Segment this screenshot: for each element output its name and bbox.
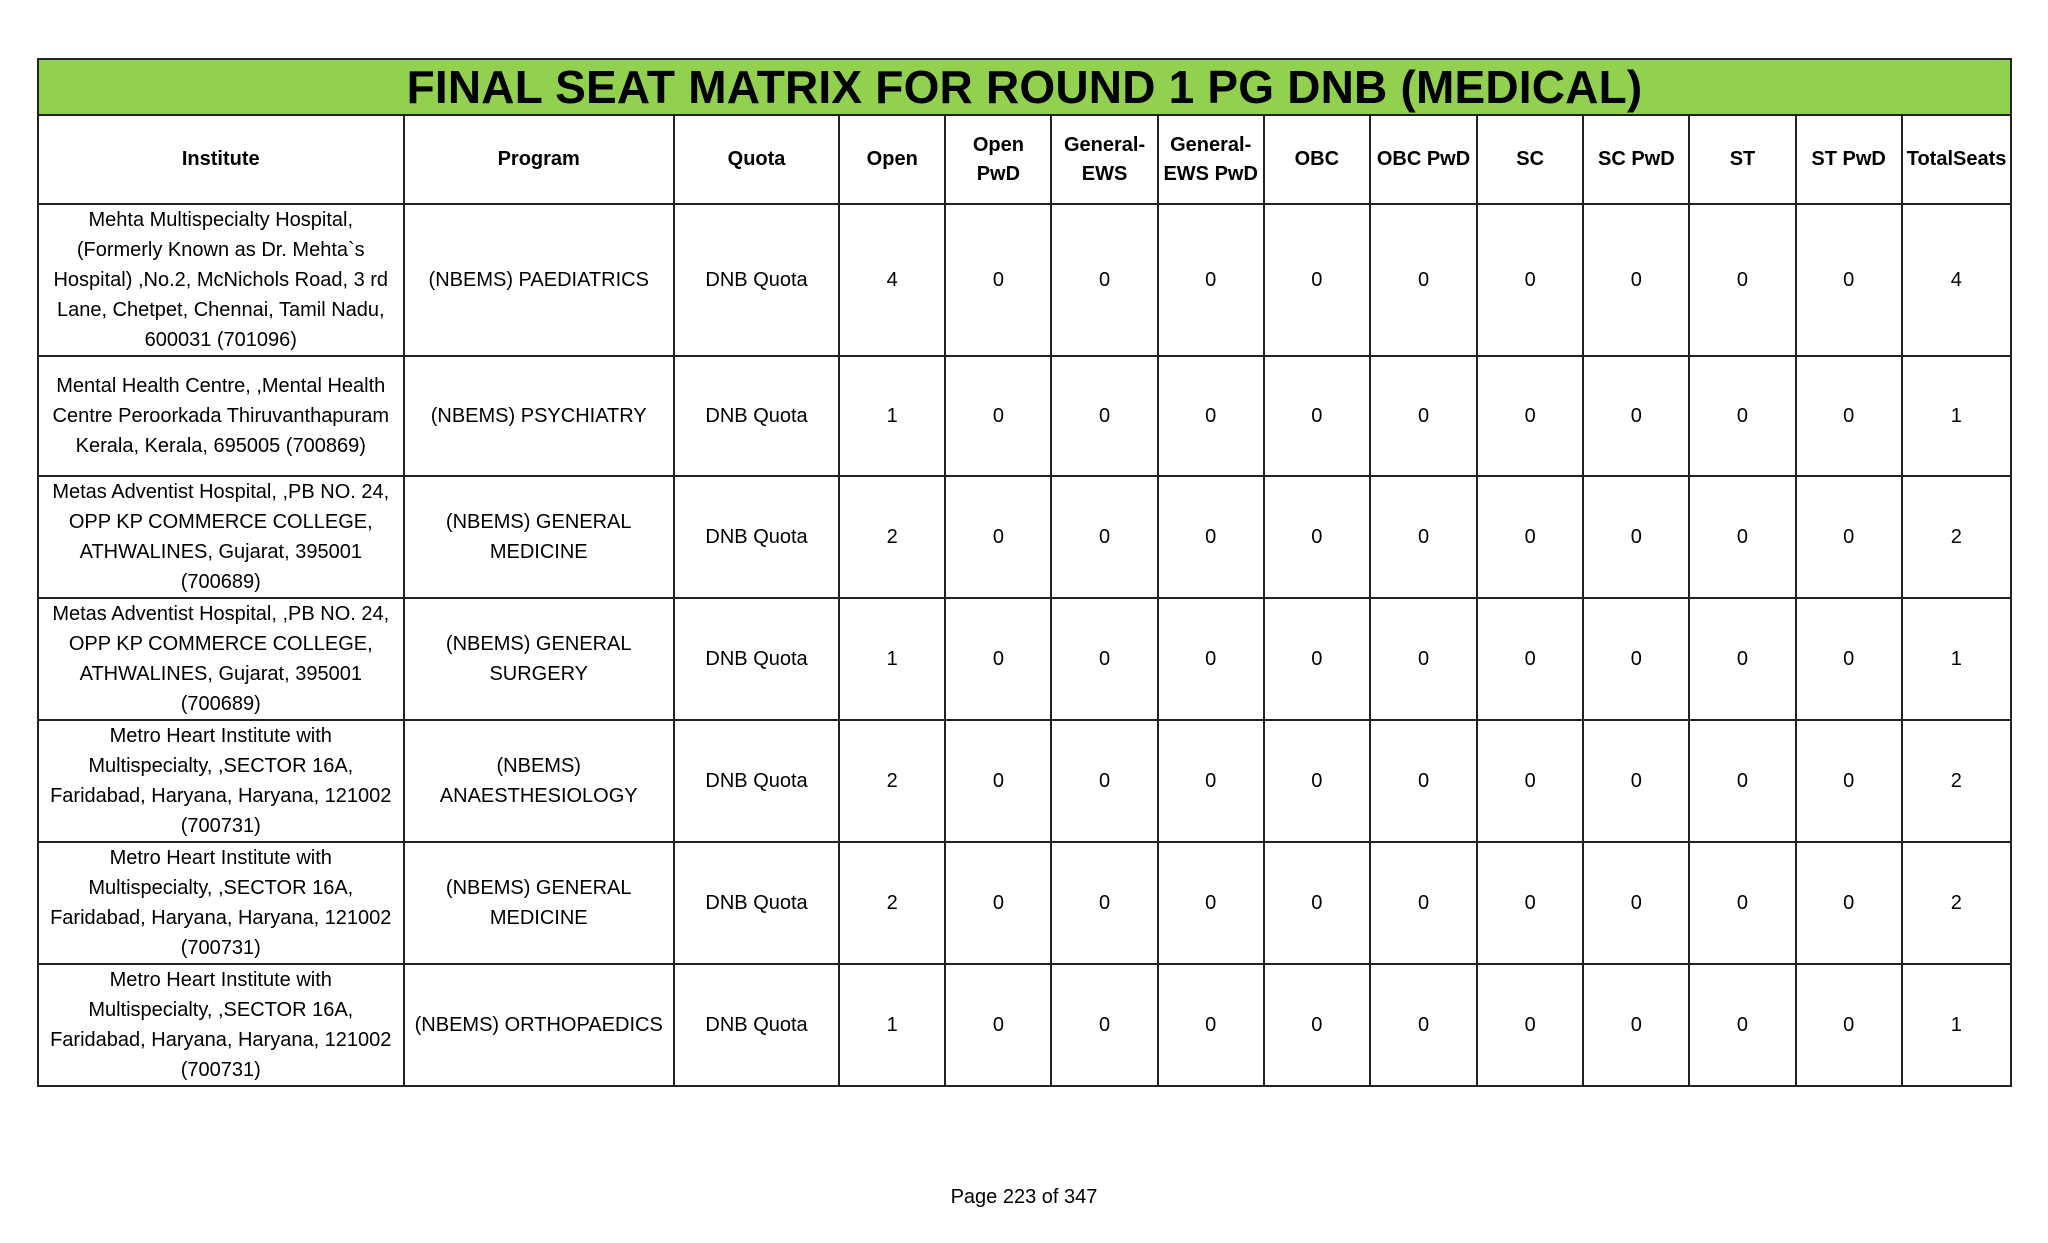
seat-count-cell: 0	[1158, 204, 1264, 356]
seat-count-cell: 0	[1158, 476, 1264, 598]
seat-count-cell: 0	[945, 356, 1051, 476]
table-row	[38, 356, 2011, 476]
seat-count-cell: 0	[1583, 720, 1689, 842]
seat-count-cell: 0	[1583, 598, 1689, 720]
table-row	[38, 476, 2011, 598]
seat-count-cell: 2	[839, 842, 945, 964]
seat-count-cell: 0	[1477, 720, 1583, 842]
header-row	[38, 115, 2011, 204]
institute-cell: Mehta Multispecialty Hospital, (Formerly Known as Dr. Mehta`s Hospital) ,No.2, McNichols Road, 3 rd Lane, Chetpet, Chennai, Tamil Nadu, 600031 (701096)	[38, 204, 404, 356]
institute-cell: Metas Adventist Hospital, ,PB NO. 24, OPP KP COMMERCE COLLEGE, ATHWALINES, Gujarat, 395001 (700689)	[38, 476, 404, 598]
seat-count-cell: 0	[945, 204, 1051, 356]
seat-count-cell: 2	[839, 476, 945, 598]
seat-count-cell: 0	[1051, 964, 1157, 1086]
quota-cell: DNB Quota	[674, 842, 839, 964]
institute-cell: Metas Adventist Hospital, ,PB NO. 24, OPP KP COMMERCE COLLEGE, ATHWALINES, Gujarat, 395001 (700689)	[38, 598, 404, 720]
seat-count-cell: 0	[1051, 720, 1157, 842]
quota-cell: DNB Quota	[674, 204, 839, 356]
seat-count-cell: 0	[1689, 476, 1795, 598]
seat-count-cell: 0	[1370, 204, 1477, 356]
seat-count-cell: 0	[1370, 964, 1477, 1086]
seat-count-cell: 0	[1583, 356, 1689, 476]
seat-count-cell: 0	[945, 720, 1051, 842]
seat-matrix-table	[37, 58, 2012, 1087]
total-seats-cell: 2	[1902, 842, 2011, 964]
column-header: SC	[1477, 115, 1583, 204]
seat-count-cell: 0	[1689, 204, 1795, 356]
page-title: FINAL SEAT MATRIX FOR ROUND 1 PG DNB (MEDICAL)	[38, 59, 2011, 115]
seat-count-cell: 0	[1158, 964, 1264, 1086]
column-header: TotalSeats	[1902, 115, 2011, 204]
total-seats-cell: 1	[1902, 598, 2011, 720]
seat-count-cell: 2	[839, 720, 945, 842]
seat-count-cell: 0	[1583, 476, 1689, 598]
seat-count-cell: 0	[1264, 598, 1370, 720]
program-cell: (NBEMS) ORTHOPAEDICS	[404, 964, 674, 1086]
seat-count-cell: 0	[1158, 598, 1264, 720]
institute-cell: Metro Heart Institute with Multispecialty, ,SECTOR 16A, Faridabad, Haryana, Haryana, 121002 (700731)	[38, 720, 404, 842]
seat-count-cell: 0	[1370, 720, 1477, 842]
column-header: Quota	[674, 115, 839, 204]
seat-count-cell: 0	[1051, 842, 1157, 964]
institute-cell: Metro Heart Institute with Multispecialty, ,SECTOR 16A, Faridabad, Haryana, Haryana, 121002 (700731)	[38, 964, 404, 1086]
column-header: General-EWS PwD	[1158, 115, 1264, 204]
seat-count-cell: 0	[1158, 842, 1264, 964]
seat-count-cell: 0	[1477, 964, 1583, 1086]
quota-cell: DNB Quota	[674, 356, 839, 476]
institute-cell: Metro Heart Institute with Multispecialty, ,SECTOR 16A, Faridabad, Haryana, Haryana, 121002 (700731)	[38, 842, 404, 964]
seat-count-cell: 0	[1796, 964, 1902, 1086]
seat-count-cell: 0	[1796, 356, 1902, 476]
seat-count-cell: 0	[1583, 204, 1689, 356]
table-row	[38, 204, 2011, 356]
seat-count-cell: 0	[1583, 964, 1689, 1086]
table-row	[38, 598, 2011, 720]
seat-count-cell: 0	[1051, 476, 1157, 598]
quota-cell: DNB Quota	[674, 598, 839, 720]
column-header: ST	[1689, 115, 1795, 204]
total-seats-cell: 4	[1902, 204, 2011, 356]
column-header: Institute	[38, 115, 404, 204]
seat-count-cell: 0	[1158, 356, 1264, 476]
seat-count-cell: 0	[1051, 204, 1157, 356]
total-seats-cell: 2	[1902, 476, 2011, 598]
program-cell: (NBEMS) GENERAL SURGERY	[404, 598, 674, 720]
column-header: ST PwD	[1796, 115, 1902, 204]
program-cell: (NBEMS) GENERAL MEDICINE	[404, 476, 674, 598]
seat-count-cell: 0	[1477, 204, 1583, 356]
program-cell: (NBEMS) ANAESTHESIOLOGY	[404, 720, 674, 842]
seat-count-cell: 0	[1796, 476, 1902, 598]
seat-count-cell: 0	[1477, 476, 1583, 598]
seat-count-cell: 0	[1264, 842, 1370, 964]
seat-count-cell: 0	[1689, 842, 1795, 964]
quota-cell: DNB Quota	[674, 964, 839, 1086]
seat-count-cell: 0	[1264, 356, 1370, 476]
quota-cell: DNB Quota	[674, 720, 839, 842]
institute-cell: Mental Health Centre, ,Mental Health Centre Peroorkada Thiruvanthapuram Kerala, Kerala, 695005 (700869)	[38, 356, 404, 476]
column-header: Open PwD	[945, 115, 1051, 204]
quota-cell: DNB Quota	[674, 476, 839, 598]
seat-count-cell: 0	[1689, 598, 1795, 720]
seat-count-cell: 0	[1689, 720, 1795, 842]
column-header: SC PwD	[1583, 115, 1689, 204]
total-seats-cell: 1	[1902, 356, 2011, 476]
seat-count-cell: 0	[1689, 964, 1795, 1086]
seat-count-cell: 0	[1796, 720, 1902, 842]
table-row	[38, 964, 2011, 1086]
column-header: OBC	[1264, 115, 1370, 204]
table-row	[38, 720, 2011, 842]
seat-count-cell: 0	[1370, 476, 1477, 598]
seat-count-cell: 0	[1370, 356, 1477, 476]
seat-count-cell: 0	[945, 842, 1051, 964]
seat-count-cell: 0	[1264, 476, 1370, 598]
page-number: Page 223 of 347	[950, 1186, 1098, 1208]
program-cell: (NBEMS) PAEDIATRICS	[404, 204, 674, 356]
seat-count-cell: 0	[1264, 720, 1370, 842]
seat-count-cell: 0	[1051, 356, 1157, 476]
program-cell: (NBEMS) GENERAL MEDICINE	[404, 842, 674, 964]
seat-count-cell: 0	[1689, 356, 1795, 476]
seat-count-cell: 4	[839, 204, 945, 356]
column-header: OBC PwD	[1370, 115, 1477, 204]
seat-count-cell: 0	[1796, 598, 1902, 720]
seat-count-cell: 0	[1051, 598, 1157, 720]
column-header: Program	[404, 115, 674, 204]
seat-count-cell: 0	[1477, 598, 1583, 720]
total-seats-cell: 1	[1902, 964, 2011, 1086]
table-row	[38, 842, 2011, 964]
seat-count-cell: 1	[839, 356, 945, 476]
total-seats-cell: 2	[1902, 720, 2011, 842]
seat-count-cell: 0	[945, 964, 1051, 1086]
seat-count-cell: 0	[1158, 720, 1264, 842]
seat-count-cell: 0	[1370, 598, 1477, 720]
seat-count-cell: 0	[1583, 842, 1689, 964]
table-body	[38, 204, 2011, 1086]
seat-count-cell: 0	[945, 476, 1051, 598]
seat-count-cell: 0	[1477, 842, 1583, 964]
seat-count-cell: 0	[1796, 204, 1902, 356]
seat-count-cell: 1	[839, 598, 945, 720]
column-header: Open	[839, 115, 945, 204]
seat-count-cell: 1	[839, 964, 945, 1086]
seat-count-cell: 0	[945, 598, 1051, 720]
seat-count-cell: 0	[1796, 842, 1902, 964]
seat-count-cell: 0	[1477, 356, 1583, 476]
seat-count-cell: 0	[1264, 964, 1370, 1086]
seat-count-cell: 0	[1370, 842, 1477, 964]
column-header: General-EWS	[1051, 115, 1157, 204]
program-cell: (NBEMS) PSYCHIATRY	[404, 356, 674, 476]
seat-count-cell: 0	[1264, 204, 1370, 356]
